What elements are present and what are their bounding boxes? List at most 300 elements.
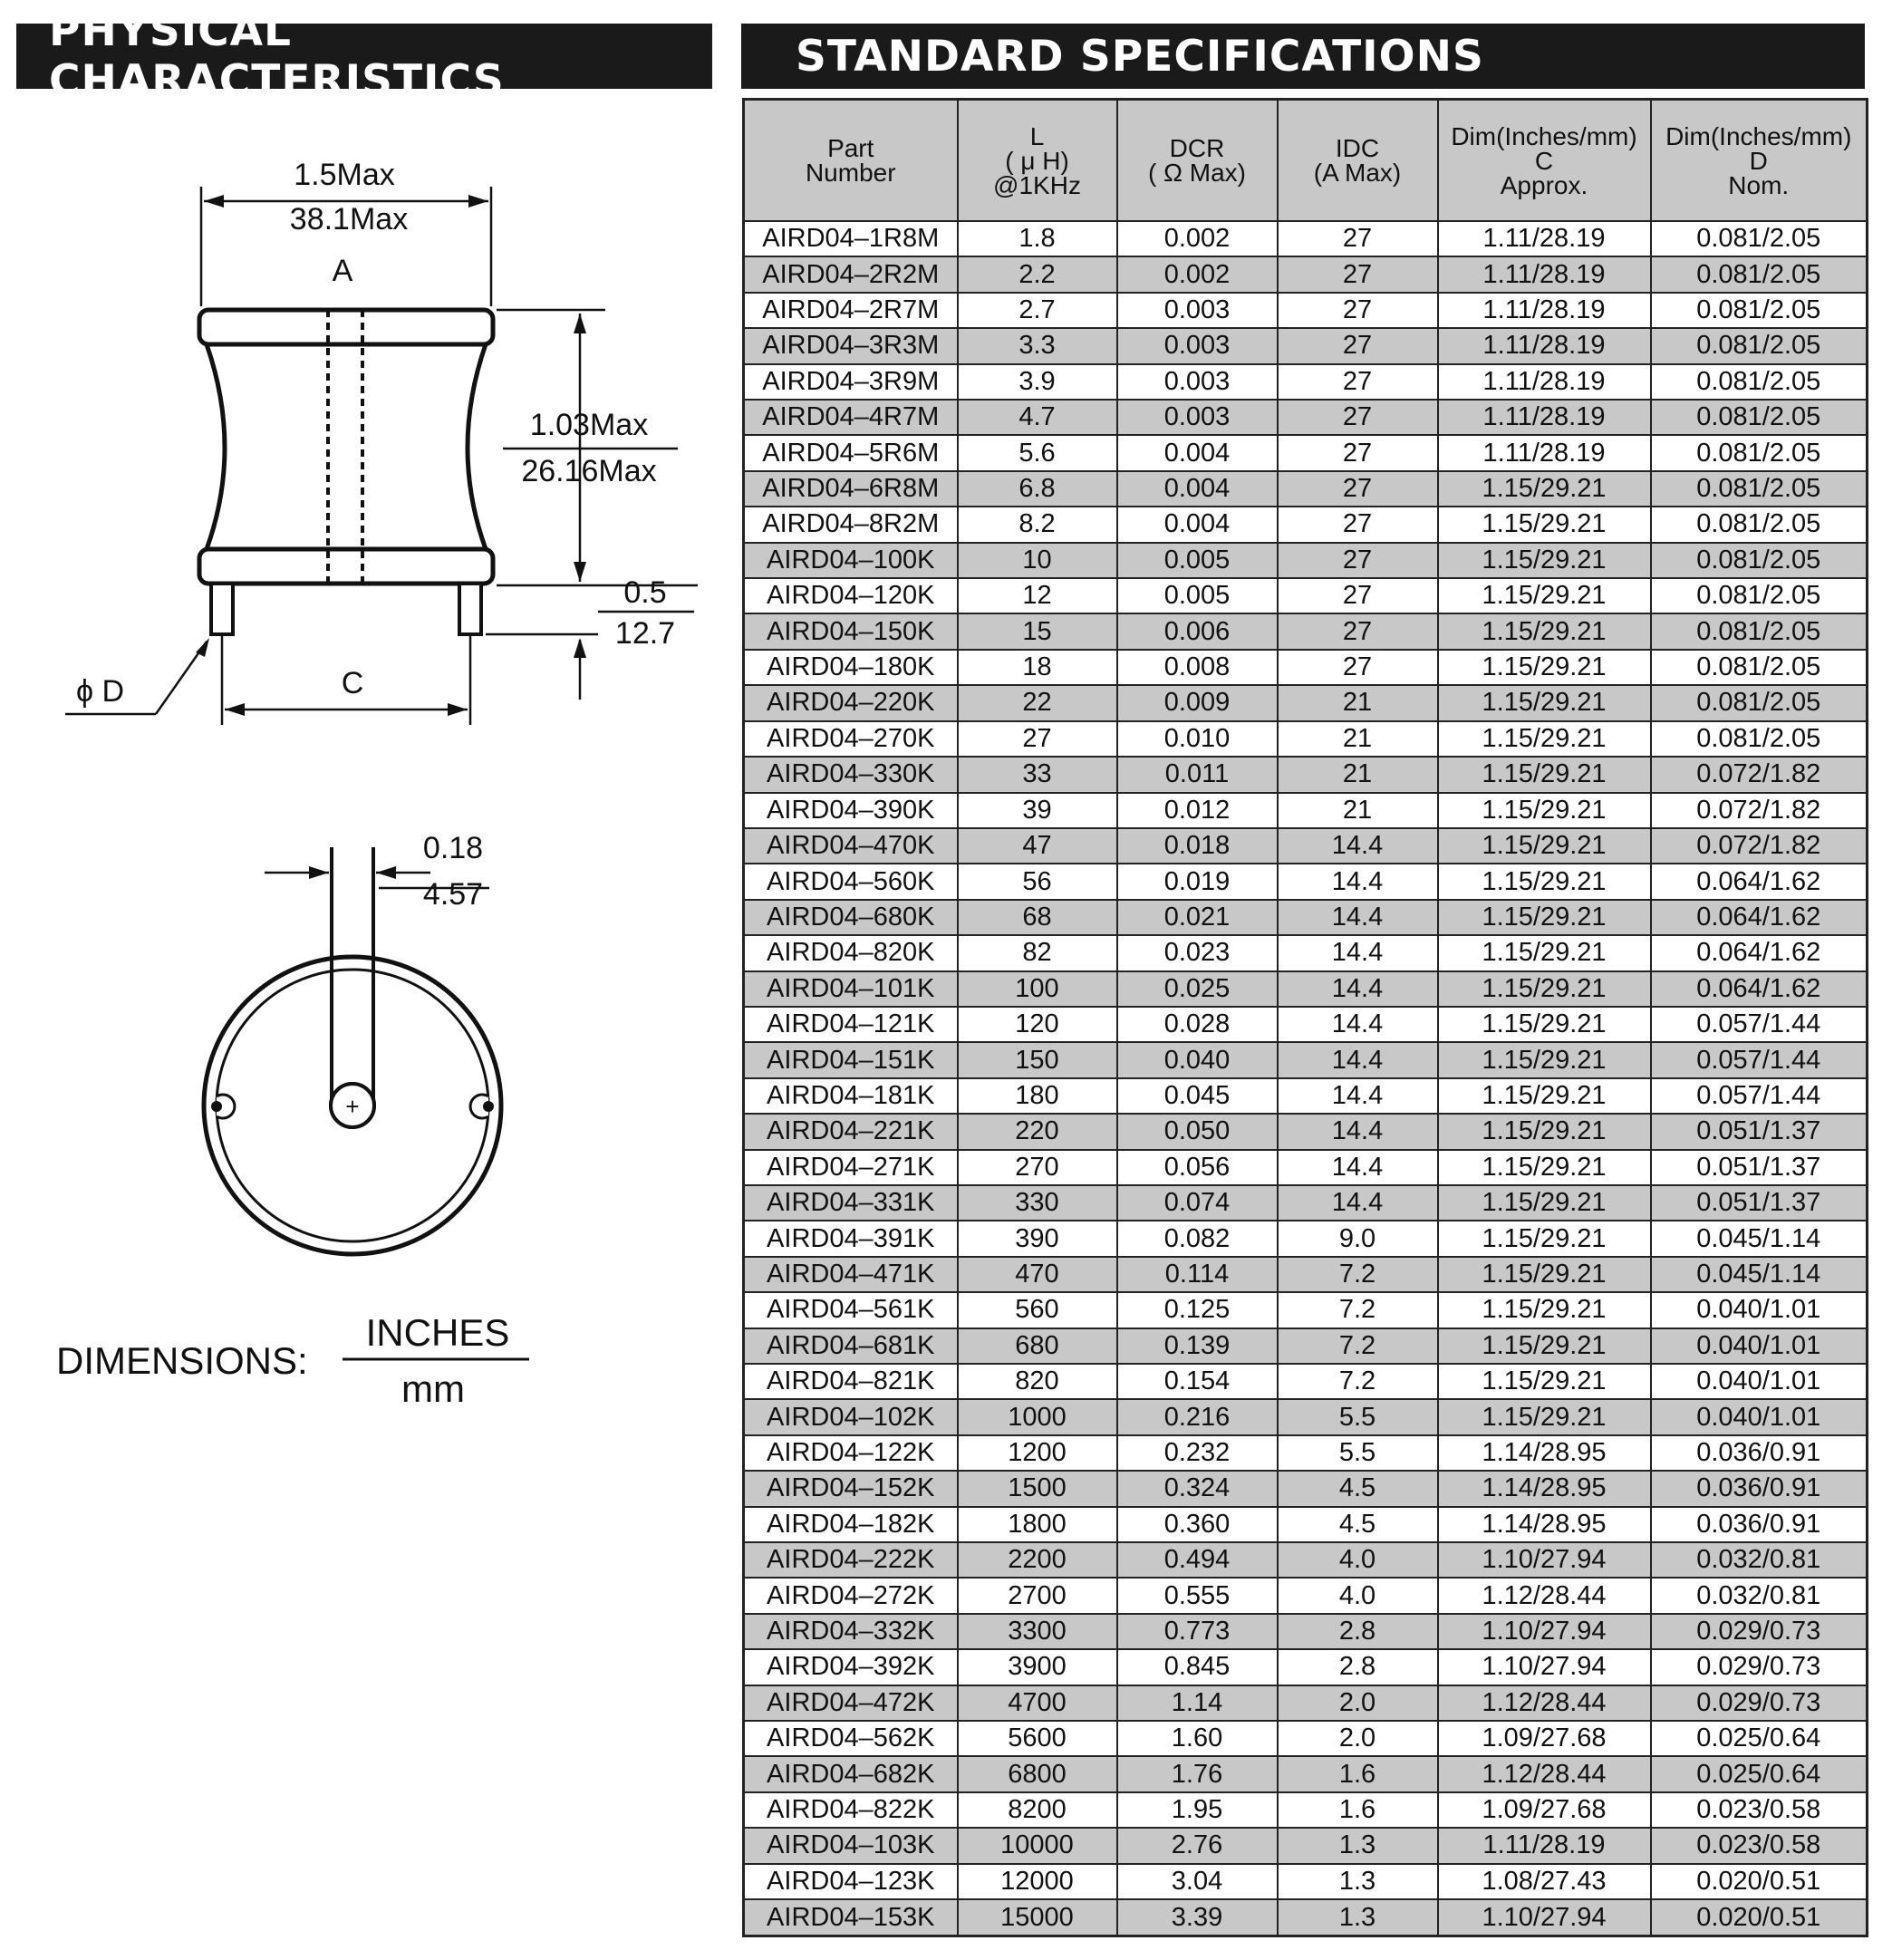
- dcr-cell: 0.125: [1117, 1292, 1278, 1328]
- dim-c-cell: 1.15/29.21: [1438, 864, 1651, 899]
- dim-d-cell: 0.025/0.64: [1651, 1721, 1868, 1756]
- header-line: Approx.: [1500, 170, 1588, 199]
- idc-cell: 27: [1278, 293, 1438, 328]
- part-number-cell: AIRD04–820K: [744, 935, 958, 970]
- table-header-row: [744, 100, 1868, 222]
- table-row: [744, 900, 1868, 935]
- inductance-cell: 2.7: [958, 293, 1117, 328]
- table-row: [744, 685, 1868, 720]
- dim-c-cell: 1.15/29.21: [1438, 1292, 1651, 1328]
- dim-c-cell: 1.10/27.94: [1438, 1649, 1651, 1685]
- dcr-cell: 0.139: [1117, 1328, 1278, 1364]
- idc-cell: 21: [1278, 685, 1438, 720]
- idc-cell: 14.4: [1278, 1078, 1438, 1114]
- table-row: [744, 1435, 1868, 1471]
- dim-c-cell: 1.11/28.19: [1438, 1828, 1651, 1863]
- part-number-cell: AIRD04–8R2M: [744, 507, 958, 542]
- dim-d-cell: 0.057/1.44: [1651, 1078, 1868, 1114]
- inductance-cell: 330: [958, 1185, 1117, 1221]
- table-row: [744, 1078, 1868, 1114]
- dcr-cell: 0.006: [1117, 613, 1278, 649]
- dim-d-cell: 0.036/0.91: [1651, 1507, 1868, 1542]
- table-row: [744, 1578, 1868, 1613]
- dim-d-cell: 0.057/1.44: [1651, 1042, 1868, 1077]
- dim-d-cell: 0.081/2.05: [1651, 578, 1868, 613]
- dim-d-cell: 0.081/2.05: [1651, 543, 1868, 578]
- inductance-cell: 1000: [958, 1399, 1117, 1434]
- dcr-cell: 0.004: [1117, 435, 1278, 470]
- idc-cell: 27: [1278, 328, 1438, 363]
- part-number-cell: AIRD04–102K: [744, 1399, 958, 1434]
- dim-c-cell: 1.15/29.21: [1438, 1328, 1651, 1364]
- dim-d-cell: 0.051/1.37: [1651, 1150, 1868, 1185]
- dim-c-cell: 1.09/27.68: [1438, 1721, 1651, 1756]
- table-row: [744, 1399, 1868, 1434]
- dim-c-cell: 1.11/28.19: [1438, 221, 1651, 256]
- dcr-cell: 0.005: [1117, 543, 1278, 578]
- dim-c-cell: 1.15/29.21: [1438, 1007, 1651, 1042]
- table-row: [744, 971, 1868, 1007]
- dcr-cell: 0.360: [1117, 1507, 1278, 1542]
- table-row: [744, 221, 1868, 256]
- inductance-cell: 270: [958, 1150, 1117, 1185]
- lead-inches-label: 0.5: [623, 575, 667, 610]
- dcr-cell: 0.003: [1117, 293, 1278, 328]
- dim-c-cell: 1.15/29.21: [1438, 828, 1651, 864]
- header-line: L: [1029, 121, 1045, 150]
- table-row: [744, 328, 1868, 363]
- inductance-cell: 180: [958, 1078, 1117, 1114]
- inductance-cell: 5.6: [958, 435, 1117, 470]
- header-line: Part: [827, 134, 874, 162]
- inductance-cell: 6.8: [958, 471, 1117, 507]
- part-number-cell: AIRD04–3R3M: [744, 328, 958, 363]
- idc-cell: 27: [1278, 613, 1438, 649]
- dcr-cell: 0.002: [1117, 256, 1278, 292]
- inductance-cell: 820: [958, 1364, 1117, 1399]
- dcr-cell: 0.019: [1117, 864, 1278, 899]
- idc-cell: 4.0: [1278, 1542, 1438, 1578]
- table-row: [744, 1042, 1868, 1077]
- dcr-cell: 0.114: [1117, 1257, 1278, 1292]
- dcr-cell: 3.39: [1117, 1899, 1278, 1936]
- dim-c-cell: 1.11/28.19: [1438, 435, 1651, 470]
- inductance-cell: 2700: [958, 1578, 1117, 1613]
- table-body: [744, 221, 1868, 1936]
- part-number-cell: AIRD04–100K: [744, 543, 958, 578]
- dim-c-cell: 1.15/29.21: [1438, 900, 1651, 935]
- idc-cell: 14.4: [1278, 935, 1438, 970]
- dim-c-cell: 1.15/29.21: [1438, 543, 1651, 578]
- dim-d-cell: 0.064/1.62: [1651, 864, 1868, 899]
- idc-cell: 7.2: [1278, 1328, 1438, 1364]
- dcr-cell: 0.025: [1117, 971, 1278, 1007]
- header-dim-c: [1438, 100, 1651, 222]
- table-row: [744, 721, 1868, 757]
- inductance-cell: 3900: [958, 1649, 1117, 1685]
- dim-d-cell: 0.072/1.82: [1651, 793, 1868, 828]
- width-inches-label: 1.5Max: [294, 158, 395, 192]
- specifications-table: [742, 98, 1868, 1937]
- header-dcr: [1117, 100, 1278, 222]
- part-number-cell: AIRD04–682K: [744, 1756, 958, 1791]
- inductance-cell: 3.9: [958, 364, 1117, 400]
- dcr-cell: 0.154: [1117, 1364, 1278, 1399]
- part-number-cell: AIRD04–821K: [744, 1364, 958, 1399]
- table-row: [744, 1292, 1868, 1328]
- idc-cell: 14.4: [1278, 1007, 1438, 1042]
- table-row: [744, 471, 1868, 507]
- part-number-cell: AIRD04–122K: [744, 1435, 958, 1471]
- table-row: [744, 1542, 1868, 1578]
- dim-d-cell: 0.064/1.62: [1651, 900, 1868, 935]
- idc-cell: 14.4: [1278, 1114, 1438, 1149]
- part-number-cell: AIRD04–562K: [744, 1721, 958, 1756]
- label-c: C: [341, 666, 364, 700]
- idc-cell: 7.2: [1278, 1257, 1438, 1292]
- table-row: [744, 543, 1868, 578]
- part-number-cell: AIRD04–332K: [744, 1614, 958, 1649]
- table-row: [744, 828, 1868, 864]
- dim-d-cell: 0.081/2.05: [1651, 221, 1868, 256]
- part-number-cell: AIRD04–151K: [744, 1042, 958, 1077]
- inductance-cell: 27: [958, 721, 1117, 757]
- dcr-cell: 0.021: [1117, 900, 1278, 935]
- dim-d-cell: 0.051/1.37: [1651, 1114, 1868, 1149]
- dcr-cell: 0.009: [1117, 685, 1278, 720]
- part-number-cell: AIRD04–123K: [744, 1864, 958, 1899]
- dim-d-cell: 0.045/1.14: [1651, 1257, 1868, 1292]
- wire-mm-label: 4.57: [422, 877, 484, 912]
- part-number-cell: AIRD04–391K: [744, 1221, 958, 1256]
- dim-c-cell: 1.12/28.44: [1438, 1756, 1651, 1791]
- inductance-cell: 68: [958, 900, 1117, 935]
- part-number-cell: AIRD04–220K: [744, 685, 958, 720]
- idc-cell: 2.0: [1278, 1721, 1438, 1756]
- part-number-cell: AIRD04–3R9M: [744, 364, 958, 400]
- dim-c-cell: 1.15/29.21: [1438, 507, 1651, 542]
- inductance-cell: 5600: [958, 1721, 1117, 1756]
- inductance-cell: 4700: [958, 1685, 1117, 1721]
- dcr-cell: 0.018: [1117, 828, 1278, 864]
- dcr-cell: 0.232: [1117, 1435, 1278, 1471]
- idc-cell: 2.8: [1278, 1614, 1438, 1649]
- inductance-cell: 3300: [958, 1614, 1117, 1649]
- label-phi-d: ϕ D: [76, 674, 125, 709]
- idc-cell: 14.4: [1278, 864, 1438, 899]
- idc-cell: 14.4: [1278, 1185, 1438, 1221]
- dcr-cell: 0.010: [1117, 721, 1278, 757]
- header-line: (A Max): [1313, 159, 1402, 187]
- inductance-cell: 10000: [958, 1828, 1117, 1863]
- dim-c-cell: 1.15/29.21: [1438, 578, 1651, 613]
- dim-c-cell: 1.15/29.21: [1438, 613, 1651, 649]
- header-line: D: [1749, 146, 1768, 175]
- table-row: [744, 1792, 1868, 1828]
- inductance-cell: 8.2: [958, 507, 1117, 542]
- inductance-cell: 47: [958, 828, 1117, 864]
- dim-d-cell: 0.040/1.01: [1651, 1328, 1868, 1364]
- inductance-cell: 15000: [958, 1899, 1117, 1936]
- dim-d-cell: 0.081/2.05: [1651, 507, 1868, 542]
- header-inductance: [958, 100, 1117, 222]
- idc-cell: 5.5: [1278, 1399, 1438, 1434]
- part-number-cell: AIRD04–180K: [744, 650, 958, 685]
- dcr-cell: 0.773: [1117, 1614, 1278, 1649]
- idc-cell: 27: [1278, 435, 1438, 470]
- idc-cell: 27: [1278, 256, 1438, 292]
- dim-c-cell: 1.11/28.19: [1438, 328, 1651, 363]
- dim-d-cell: 0.081/2.05: [1651, 650, 1868, 685]
- dim-d-cell: 0.023/0.58: [1651, 1792, 1868, 1828]
- part-number-cell: AIRD04–2R7M: [744, 293, 958, 328]
- table-row: [744, 793, 1868, 828]
- part-number-cell: AIRD04–330K: [744, 757, 958, 792]
- part-number-cell: AIRD04–181K: [744, 1078, 958, 1114]
- table-row: [744, 757, 1868, 792]
- dcr-cell: 0.023: [1117, 935, 1278, 970]
- inductance-cell: 1.8: [958, 221, 1117, 256]
- idc-cell: 27: [1278, 543, 1438, 578]
- dim-c-cell: 1.15/29.21: [1438, 650, 1651, 685]
- part-number-cell: AIRD04–331K: [744, 1185, 958, 1221]
- dim-d-cell: 0.036/0.91: [1651, 1435, 1868, 1471]
- part-number-cell: AIRD04–272K: [744, 1578, 958, 1613]
- dim-d-cell: 0.029/0.73: [1651, 1649, 1868, 1685]
- part-number-cell: AIRD04–101K: [744, 971, 958, 1007]
- part-number-cell: AIRD04–103K: [744, 1828, 958, 1863]
- idc-cell: 27: [1278, 578, 1438, 613]
- inductance-cell: 120: [958, 1007, 1117, 1042]
- table-row: [744, 1828, 1868, 1863]
- dimensions-mm: mm: [401, 1367, 465, 1410]
- part-number-cell: AIRD04–5R6M: [744, 435, 958, 470]
- table-row: [744, 1150, 1868, 1185]
- dim-c-cell: 1.15/29.21: [1438, 1078, 1651, 1114]
- dcr-cell: 0.004: [1117, 471, 1278, 507]
- standard-specifications-title: STANDARD SPECIFICATIONS: [741, 24, 1865, 89]
- dim-d-cell: 0.029/0.73: [1651, 1685, 1868, 1721]
- dim-c-cell: 1.15/29.21: [1438, 757, 1651, 792]
- dcr-cell: 1.95: [1117, 1792, 1278, 1828]
- dim-c-cell: 1.08/27.43: [1438, 1864, 1651, 1899]
- dim-d-cell: 0.064/1.62: [1651, 935, 1868, 970]
- idc-cell: 21: [1278, 721, 1438, 757]
- inductance-cell: 10: [958, 543, 1117, 578]
- dim-d-cell: 0.057/1.44: [1651, 1007, 1868, 1042]
- part-number-cell: AIRD04–270K: [744, 721, 958, 757]
- table-row: [744, 1364, 1868, 1399]
- inductor-dimension-drawing: [0, 100, 725, 1441]
- idc-cell: 4.5: [1278, 1507, 1438, 1542]
- table-row: [744, 1756, 1868, 1791]
- part-number-cell: AIRD04–2R2M: [744, 256, 958, 292]
- inductance-cell: 150: [958, 1042, 1117, 1077]
- part-number-cell: AIRD04–1R8M: [744, 221, 958, 256]
- table-row: [744, 1257, 1868, 1292]
- table-row: [744, 1685, 1868, 1721]
- header-line: IDC: [1335, 134, 1380, 162]
- part-number-cell: AIRD04–6R8M: [744, 471, 958, 507]
- table-row: [744, 1864, 1868, 1899]
- dim-c-cell: 1.15/29.21: [1438, 1257, 1651, 1292]
- dim-d-cell: 0.032/0.81: [1651, 1542, 1868, 1578]
- dcr-cell: 0.082: [1117, 1221, 1278, 1256]
- header-line: C: [1534, 146, 1554, 175]
- inductance-cell: 100: [958, 971, 1117, 1007]
- dim-d-cell: 0.040/1.01: [1651, 1292, 1868, 1328]
- idc-cell: 2.0: [1278, 1685, 1438, 1721]
- idc-cell: 14.4: [1278, 828, 1438, 864]
- idc-cell: 1.3: [1278, 1828, 1438, 1863]
- idc-cell: 14.4: [1278, 1150, 1438, 1185]
- header-line: Nom.: [1728, 170, 1790, 199]
- center-plus-label: +: [345, 1093, 360, 1120]
- dim-c-cell: 1.15/29.21: [1438, 1114, 1651, 1149]
- dim-d-cell: 0.040/1.01: [1651, 1364, 1868, 1399]
- dim-d-cell: 0.023/0.58: [1651, 1828, 1868, 1863]
- inductance-cell: 8200: [958, 1792, 1117, 1828]
- inductance-cell: 56: [958, 864, 1117, 899]
- inductance-cell: 15: [958, 613, 1117, 649]
- part-number-cell: AIRD04–182K: [744, 1507, 958, 1542]
- idc-cell: 4.5: [1278, 1471, 1438, 1506]
- table-row: [744, 400, 1868, 435]
- inductance-cell: 220: [958, 1114, 1117, 1149]
- inductance-cell: 2.2: [958, 256, 1117, 292]
- dcr-cell: 0.324: [1117, 1471, 1278, 1506]
- dcr-cell: 0.050: [1117, 1114, 1278, 1149]
- dcr-cell: 0.005: [1117, 578, 1278, 613]
- dim-d-cell: 0.081/2.05: [1651, 293, 1868, 328]
- inductance-cell: 1500: [958, 1471, 1117, 1506]
- header-line: Dim(Inches/mm): [1451, 121, 1637, 150]
- dcr-cell: 0.074: [1117, 1185, 1278, 1221]
- inductance-cell: 2200: [958, 1542, 1117, 1578]
- inductance-cell: 1200: [958, 1435, 1117, 1471]
- inductance-cell: 1800: [958, 1507, 1117, 1542]
- dim-d-cell: 0.025/0.64: [1651, 1756, 1868, 1791]
- inductance-cell: 12000: [958, 1864, 1117, 1899]
- dim-c-cell: 1.15/29.21: [1438, 471, 1651, 507]
- idc-cell: 7.2: [1278, 1364, 1438, 1399]
- part-number-cell: AIRD04–470K: [744, 828, 958, 864]
- dim-d-cell: 0.081/2.05: [1651, 685, 1868, 720]
- dim-c-cell: 1.15/29.21: [1438, 721, 1651, 757]
- table-row: [744, 435, 1868, 470]
- dcr-cell: 3.04: [1117, 1864, 1278, 1899]
- dim-d-cell: 0.072/1.82: [1651, 757, 1868, 792]
- part-number-cell: AIRD04–271K: [744, 1150, 958, 1185]
- part-number-cell: AIRD04–120K: [744, 578, 958, 613]
- dimensions-inches: INCHES: [365, 1311, 510, 1354]
- part-number-cell: AIRD04–121K: [744, 1007, 958, 1042]
- inductance-cell: 560: [958, 1292, 1117, 1328]
- part-number-cell: AIRD04–680K: [744, 900, 958, 935]
- table-row: [744, 1471, 1868, 1506]
- dim-c-cell: 1.11/28.19: [1438, 256, 1651, 292]
- dcr-cell: 1.14: [1117, 1685, 1278, 1721]
- inductance-cell: 6800: [958, 1756, 1117, 1791]
- dcr-cell: 2.76: [1117, 1828, 1278, 1863]
- idc-cell: 2.8: [1278, 1649, 1438, 1685]
- part-number-cell: AIRD04–153K: [744, 1899, 958, 1936]
- table-row: [744, 578, 1868, 613]
- part-number-cell: AIRD04–561K: [744, 1292, 958, 1328]
- dim-c-cell: 1.14/28.95: [1438, 1435, 1651, 1471]
- idc-cell: 21: [1278, 757, 1438, 792]
- dcr-cell: 0.555: [1117, 1578, 1278, 1613]
- inductance-cell: 12: [958, 578, 1117, 613]
- part-number-cell: AIRD04–471K: [744, 1257, 958, 1292]
- dim-d-cell: 0.029/0.73: [1651, 1614, 1868, 1649]
- header-line: Dim(Inches/mm): [1665, 121, 1852, 150]
- table-row: [744, 1649, 1868, 1685]
- idc-cell: 7.2: [1278, 1292, 1438, 1328]
- table-row: [744, 507, 1868, 542]
- dim-c-cell: 1.15/29.21: [1438, 1364, 1651, 1399]
- part-number-cell: AIRD04–390K: [744, 793, 958, 828]
- header-line: ( Ω Max): [1147, 159, 1247, 187]
- dcr-cell: 0.040: [1117, 1042, 1278, 1077]
- inductance-cell: 470: [958, 1257, 1117, 1292]
- idc-cell: 27: [1278, 507, 1438, 542]
- idc-cell: 1.3: [1278, 1899, 1438, 1936]
- inductance-cell: 3.3: [958, 328, 1117, 363]
- part-number-cell: AIRD04–560K: [744, 864, 958, 899]
- inductance-cell: 33: [958, 757, 1117, 792]
- header-part-number: [744, 100, 958, 222]
- part-number-cell: AIRD04–221K: [744, 1114, 958, 1149]
- header-line: DCR: [1169, 134, 1225, 162]
- height-inches-label: 1.03Max: [529, 408, 649, 442]
- header-line: ( μ H): [1005, 146, 1069, 175]
- dim-c-cell: 1.10/27.94: [1438, 1542, 1651, 1578]
- part-number-cell: AIRD04–150K: [744, 613, 958, 649]
- table-row: [744, 1185, 1868, 1221]
- dcr-cell: 0.012: [1117, 793, 1278, 828]
- part-number-cell: AIRD04–472K: [744, 1685, 958, 1721]
- idc-cell: 14.4: [1278, 900, 1438, 935]
- dim-d-cell: 0.081/2.05: [1651, 435, 1868, 470]
- dim-c-cell: 1.14/28.95: [1438, 1507, 1651, 1542]
- dim-c-cell: 1.15/29.21: [1438, 1185, 1651, 1221]
- dcr-cell: 0.003: [1117, 328, 1278, 363]
- dim-d-cell: 0.064/1.62: [1651, 971, 1868, 1007]
- dim-c-cell: 1.15/29.21: [1438, 1042, 1651, 1077]
- dim-d-cell: 0.020/0.51: [1651, 1899, 1868, 1936]
- dim-c-cell: 1.15/29.21: [1438, 935, 1651, 970]
- part-number-cell: AIRD04–822K: [744, 1792, 958, 1828]
- dimensions-label: DIMENSIONS:: [56, 1339, 308, 1382]
- inductance-cell: 39: [958, 793, 1117, 828]
- dcr-cell: 0.002: [1117, 221, 1278, 256]
- dim-d-cell: 0.081/2.05: [1651, 471, 1868, 507]
- height-mm-label: 26.16Max: [521, 454, 657, 488]
- dim-d-cell: 0.081/2.05: [1651, 721, 1868, 757]
- idc-cell: 4.0: [1278, 1578, 1438, 1613]
- dim-c-cell: 1.11/28.19: [1438, 400, 1651, 435]
- table-row: [744, 935, 1868, 970]
- dim-d-cell: 0.081/2.05: [1651, 328, 1868, 363]
- idc-cell: 27: [1278, 221, 1438, 256]
- inductance-cell: 4.7: [958, 400, 1117, 435]
- table-row: [744, 1114, 1868, 1149]
- dim-d-cell: 0.040/1.01: [1651, 1399, 1868, 1434]
- part-number-cell: AIRD04–222K: [744, 1542, 958, 1578]
- table-row: [744, 293, 1868, 328]
- dim-c-cell: 1.15/29.21: [1438, 1399, 1651, 1434]
